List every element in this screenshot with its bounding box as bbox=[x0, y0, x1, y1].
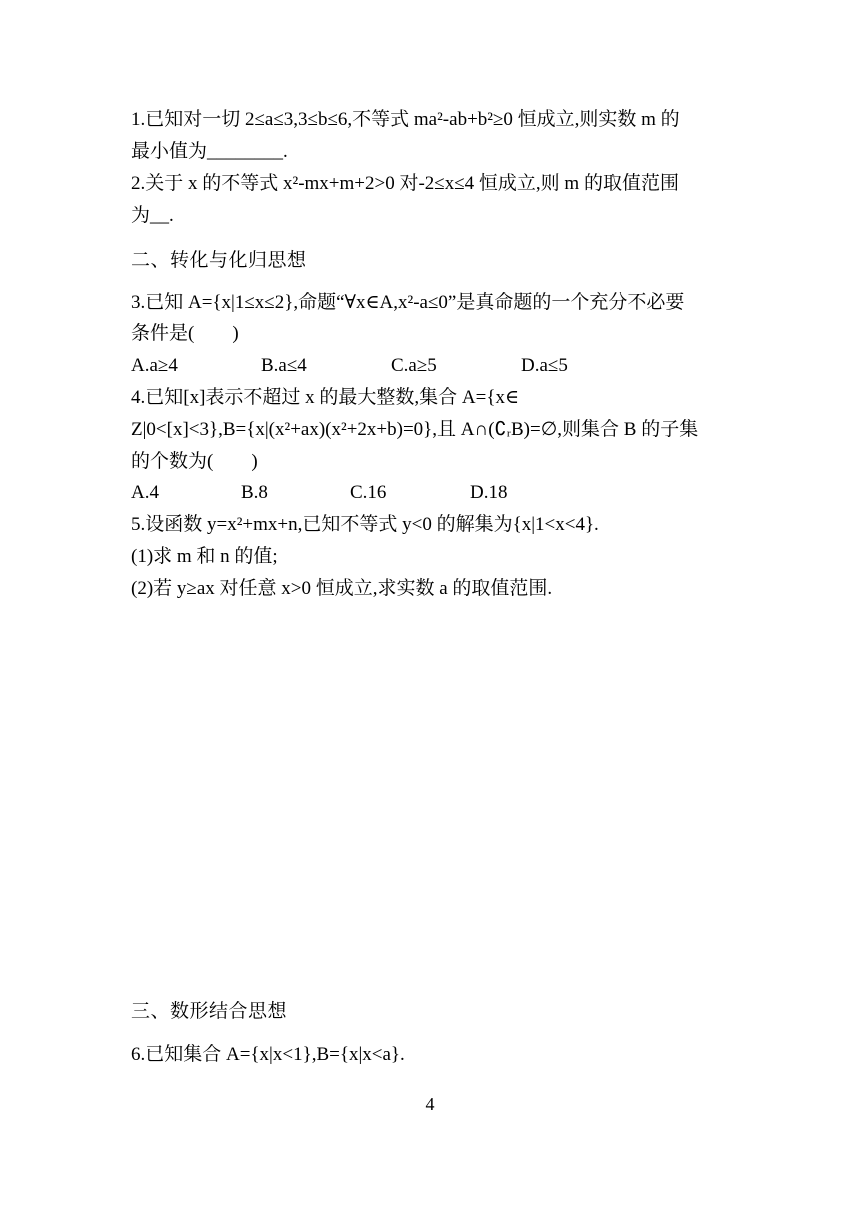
q4-option-c: C.16 bbox=[350, 482, 387, 503]
q3-option-a: A.a≥4 bbox=[131, 355, 178, 376]
page-number: 4 bbox=[425, 1094, 435, 1114]
question-4-line-1: 4.已知[x]表示不超过 x 的最大整数,集合 A={x∈ bbox=[131, 387, 520, 408]
question-3-line-1: 3.已知 A={x|1≤x≤2},命题“∀x∈A,x²-a≤0”是真命题的一个充分不必要 bbox=[131, 292, 685, 313]
q3-option-b: B.a≤4 bbox=[261, 355, 307, 376]
question-5-part-2: (2)若 y≥ax 对任意 x>0 恒成立,求实数 a 的取值范围. bbox=[131, 578, 553, 599]
section-heading-2: 二、转化与化归思想 bbox=[131, 249, 307, 271]
q4-option-b: B.8 bbox=[241, 482, 268, 503]
q3-option-d: D.a≤5 bbox=[521, 355, 568, 376]
question-5-part-1: (1)求 m 和 n 的值; bbox=[131, 546, 278, 567]
question-1-line-1: 1.已知对一切 2≤a≤3,3≤b≤6,不等式 ma²-ab+b²≥0 恒成立,则实数 m 的 bbox=[131, 109, 680, 130]
q4-option-d: D.18 bbox=[470, 482, 508, 503]
question-4-line-2: Z|0<[x]<3},B={x|(x²+ax)(x²+2x+b)=0},且 A∩(∁ᵣB)=∅,则集合 B 的子集 bbox=[131, 419, 699, 440]
q3-option-c: C.a≥5 bbox=[391, 355, 437, 376]
question-2-line-1: 2.关于 x 的不等式 x²-mx+m+2>0 对-2≤x≤4 恒成立,则 m 的取值范围 bbox=[131, 173, 679, 194]
question-3-line-2: 条件是( ) bbox=[131, 323, 239, 344]
question-6-line-1: 6.已知集合 A={x|x<1},B={x|x<a}. bbox=[131, 1044, 405, 1065]
section-heading-3: 三、数形结合思想 bbox=[131, 1000, 288, 1022]
q4-option-a: A.4 bbox=[131, 482, 159, 503]
question-5-line-1: 5.设函数 y=x²+mx+n,已知不等式 y<0 的解集为{x|1<x<4}. bbox=[131, 514, 599, 535]
question-2-line-2: 为__. bbox=[131, 205, 174, 226]
question-1-line-2: 最小值为________. bbox=[131, 141, 288, 162]
question-4-line-3: 的个数为( ) bbox=[131, 451, 258, 472]
